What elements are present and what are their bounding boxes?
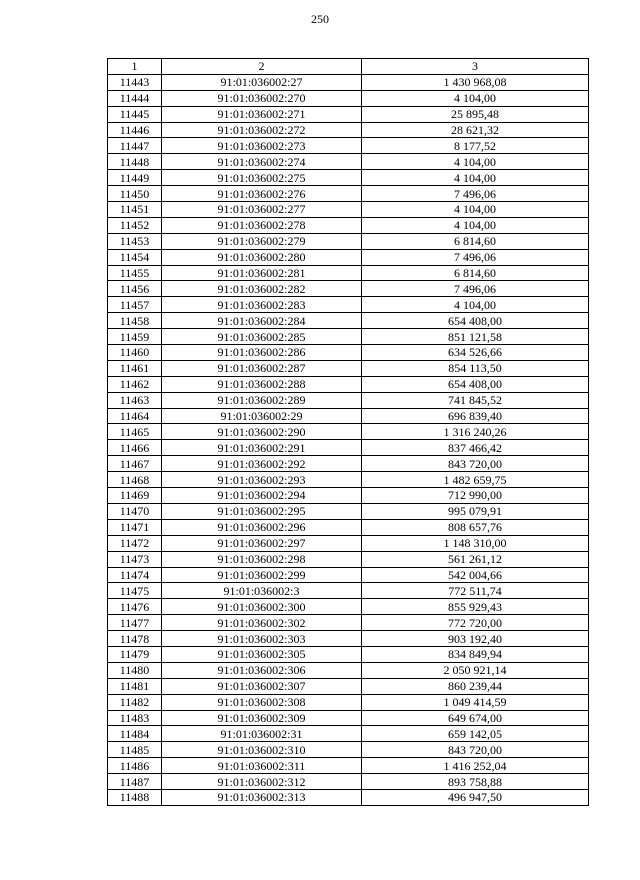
table-row: [108, 551, 589, 567]
header-cell-number: 1: [108, 59, 162, 75]
value-cell: 4 104,00: [362, 297, 589, 313]
value-cell: 1 416 252,04: [362, 758, 589, 774]
value-cell: 659 142,05: [362, 726, 589, 742]
table-row: [108, 424, 589, 440]
value-cell: 7 496,06: [362, 249, 589, 265]
value-cell: 851 121,58: [362, 329, 589, 345]
row-number-cell: 11483: [108, 710, 162, 726]
value-cell: 854 113,50: [362, 360, 589, 376]
row-number-cell: 11477: [108, 615, 162, 631]
value-cell: 903 192,40: [362, 631, 589, 647]
table-row: [108, 154, 589, 170]
table-row: [108, 313, 589, 329]
table-row: [108, 376, 589, 392]
row-number-cell: 11462: [108, 376, 162, 392]
cadastral-number-cell: 91:01:036002:297: [162, 535, 362, 551]
table-row: [108, 249, 589, 265]
row-number-cell: 11450: [108, 186, 162, 202]
row-number-cell: 11458: [108, 313, 162, 329]
row-number-cell: 11481: [108, 678, 162, 694]
row-number-cell: 11465: [108, 424, 162, 440]
cadastral-number-cell: 91:01:036002:281: [162, 265, 362, 281]
value-cell: 1 482 659,75: [362, 472, 589, 488]
table-row: [108, 106, 589, 122]
table-body: [108, 74, 589, 805]
value-cell: 1 148 310,00: [362, 535, 589, 551]
row-number-cell: 11447: [108, 138, 162, 154]
row-number-cell: 11470: [108, 503, 162, 519]
row-number-cell: 11486: [108, 758, 162, 774]
table-row: [108, 583, 589, 599]
cadastral-number-cell: 91:01:036002:284: [162, 313, 362, 329]
row-number-cell: 11472: [108, 535, 162, 551]
table-row: [108, 440, 589, 456]
table-row: [108, 138, 589, 154]
table-row: [108, 599, 589, 615]
row-number-cell: 11464: [108, 408, 162, 424]
value-cell: 654 408,00: [362, 376, 589, 392]
value-cell: 843 720,00: [362, 456, 589, 472]
table-row: [108, 472, 589, 488]
table-row: [108, 488, 589, 504]
value-cell: 634 526,66: [362, 345, 589, 361]
value-cell: 4 104,00: [362, 202, 589, 218]
table-row: [108, 329, 589, 345]
row-number-cell: 11446: [108, 122, 162, 138]
row-number-cell: 11482: [108, 694, 162, 710]
value-cell: 7 496,06: [362, 281, 589, 297]
row-number-cell: 11484: [108, 726, 162, 742]
row-number-cell: 11460: [108, 345, 162, 361]
row-number-cell: 11476: [108, 599, 162, 615]
row-number-cell: 11445: [108, 106, 162, 122]
value-cell: 893 758,88: [362, 774, 589, 790]
value-cell: 6 814,60: [362, 265, 589, 281]
table-row: [108, 758, 589, 774]
header-cell-cadastral: 2: [162, 59, 362, 75]
value-cell: 6 814,60: [362, 233, 589, 249]
row-number-cell: 11457: [108, 297, 162, 313]
cadastral-number-cell: 91:01:036002:295: [162, 503, 362, 519]
table-row: [108, 694, 589, 710]
row-number-cell: 11463: [108, 392, 162, 408]
table-row: [108, 789, 589, 805]
cadastral-number-cell: 91:01:036002:313: [162, 789, 362, 805]
table-row: [108, 710, 589, 726]
table-row: [108, 408, 589, 424]
value-cell: 741 845,52: [362, 392, 589, 408]
cadastral-number-cell: 91:01:036002:276: [162, 186, 362, 202]
value-cell: 712 990,00: [362, 488, 589, 504]
value-cell: 4 104,00: [362, 90, 589, 106]
cadastral-number-cell: 91:01:036002:29: [162, 408, 362, 424]
registry-table: [107, 58, 589, 806]
page-number: 250: [311, 12, 329, 26]
table-row: [108, 662, 589, 678]
cadastral-number-cell: 91:01:036002:311: [162, 758, 362, 774]
row-number-cell: 11466: [108, 440, 162, 456]
value-cell: 542 004,66: [362, 567, 589, 583]
value-cell: 1 430 968,08: [362, 74, 589, 90]
cadastral-number-cell: 91:01:036002:310: [162, 742, 362, 758]
value-cell: 28 621,32: [362, 122, 589, 138]
cadastral-number-cell: 91:01:036002:290: [162, 424, 362, 440]
value-cell: 2 050 921,14: [362, 662, 589, 678]
value-cell: 4 104,00: [362, 217, 589, 233]
cadastral-number-cell: 91:01:036002:288: [162, 376, 362, 392]
value-cell: 834 849,94: [362, 646, 589, 662]
row-number-cell: 11455: [108, 265, 162, 281]
cadastral-number-cell: 91:01:036002:3: [162, 583, 362, 599]
row-number-cell: 11451: [108, 202, 162, 218]
value-cell: 837 466,42: [362, 440, 589, 456]
table-row: [108, 170, 589, 186]
table-row: [108, 360, 589, 376]
value-cell: 1 049 414,59: [362, 694, 589, 710]
value-cell: 696 839,40: [362, 408, 589, 424]
value-cell: 496 947,50: [362, 789, 589, 805]
row-number-cell: 11475: [108, 583, 162, 599]
row-number-cell: 11449: [108, 170, 162, 186]
cadastral-number-cell: 91:01:036002:309: [162, 710, 362, 726]
value-cell: 8 177,52: [362, 138, 589, 154]
value-cell: 1 316 240,26: [362, 424, 589, 440]
table-row: [108, 392, 589, 408]
cadastral-number-cell: 91:01:036002:293: [162, 472, 362, 488]
cadastral-number-cell: 91:01:036002:289: [162, 392, 362, 408]
row-number-cell: 11444: [108, 90, 162, 106]
row-number-cell: 11485: [108, 742, 162, 758]
table-row: [108, 281, 589, 297]
header-cell-value: 3: [362, 59, 589, 75]
table-row: [108, 503, 589, 519]
value-cell: 4 104,00: [362, 154, 589, 170]
cadastral-number-cell: 91:01:036002:303: [162, 631, 362, 647]
table-row: [108, 567, 589, 583]
table-row: [108, 233, 589, 249]
cadastral-number-cell: 91:01:036002:285: [162, 329, 362, 345]
cadastral-number-cell: 91:01:036002:279: [162, 233, 362, 249]
cadastral-number-cell: 91:01:036002:280: [162, 249, 362, 265]
row-number-cell: 11467: [108, 456, 162, 472]
cadastral-number-cell: 91:01:036002:31: [162, 726, 362, 742]
cadastral-number-cell: 91:01:036002:302: [162, 615, 362, 631]
table-row: [108, 535, 589, 551]
cadastral-number-cell: 91:01:036002:272: [162, 122, 362, 138]
cadastral-number-cell: 91:01:036002:308: [162, 694, 362, 710]
table-row: [108, 122, 589, 138]
row-number-cell: 11474: [108, 567, 162, 583]
value-cell: 843 720,00: [362, 742, 589, 758]
table-row: [108, 631, 589, 647]
cadastral-number-cell: 91:01:036002:298: [162, 551, 362, 567]
table-row: [108, 217, 589, 233]
cadastral-number-cell: 91:01:036002:300: [162, 599, 362, 615]
row-number-cell: 11487: [108, 774, 162, 790]
value-cell: 772 511,74: [362, 583, 589, 599]
table-row: [108, 774, 589, 790]
cadastral-number-cell: 91:01:036002:306: [162, 662, 362, 678]
row-number-cell: 11469: [108, 488, 162, 504]
value-cell: 860 239,44: [362, 678, 589, 694]
row-number-cell: 11452: [108, 217, 162, 233]
cadastral-number-cell: 91:01:036002:296: [162, 519, 362, 535]
cadastral-number-cell: 91:01:036002:283: [162, 297, 362, 313]
row-number-cell: 11480: [108, 662, 162, 678]
table-row: [108, 202, 589, 218]
cadastral-number-cell: 91:01:036002:287: [162, 360, 362, 376]
row-number-cell: 11448: [108, 154, 162, 170]
table-row: [108, 186, 589, 202]
cadastral-number-cell: 91:01:036002:271: [162, 106, 362, 122]
value-cell: 561 261,12: [362, 551, 589, 567]
table-header: [108, 59, 589, 75]
row-number-cell: 11473: [108, 551, 162, 567]
cadastral-number-cell: 91:01:036002:294: [162, 488, 362, 504]
cadastral-number-cell: 91:01:036002:270: [162, 90, 362, 106]
value-cell: 855 929,43: [362, 599, 589, 615]
table-row: [108, 646, 589, 662]
row-number-cell: 11459: [108, 329, 162, 345]
table-row: [108, 456, 589, 472]
cadastral-number-cell: 91:01:036002:299: [162, 567, 362, 583]
cadastral-number-cell: 91:01:036002:282: [162, 281, 362, 297]
table-row: [108, 345, 589, 361]
row-number-cell: 11456: [108, 281, 162, 297]
row-number-cell: 11479: [108, 646, 162, 662]
header-row: [108, 59, 589, 75]
cadastral-number-cell: 91:01:036002:305: [162, 646, 362, 662]
table-row: [108, 297, 589, 313]
table-row: [108, 742, 589, 758]
table-row: [108, 726, 589, 742]
table-row: [108, 615, 589, 631]
value-cell: 649 674,00: [362, 710, 589, 726]
cadastral-number-cell: 91:01:036002:27: [162, 74, 362, 90]
value-cell: 808 657,76: [362, 519, 589, 535]
row-number-cell: 11468: [108, 472, 162, 488]
row-number-cell: 11478: [108, 631, 162, 647]
row-number-cell: 11454: [108, 249, 162, 265]
value-cell: 25 895,48: [362, 106, 589, 122]
value-cell: 654 408,00: [362, 313, 589, 329]
value-cell: 4 104,00: [362, 170, 589, 186]
cadastral-number-cell: 91:01:036002:274: [162, 154, 362, 170]
row-number-cell: 11443: [108, 74, 162, 90]
row-number-cell: 11471: [108, 519, 162, 535]
row-number-cell: 11453: [108, 233, 162, 249]
cadastral-number-cell: 91:01:036002:312: [162, 774, 362, 790]
cadastral-number-cell: 91:01:036002:307: [162, 678, 362, 694]
table-row: [108, 74, 589, 90]
cadastral-number-cell: 91:01:036002:286: [162, 345, 362, 361]
cadastral-number-cell: 91:01:036002:275: [162, 170, 362, 186]
table-row: [108, 265, 589, 281]
cadastral-number-cell: 91:01:036002:292: [162, 456, 362, 472]
cadastral-number-cell: 91:01:036002:291: [162, 440, 362, 456]
cadastral-number-cell: 91:01:036002:277: [162, 202, 362, 218]
row-number-cell: 11461: [108, 360, 162, 376]
value-cell: 995 079,91: [362, 503, 589, 519]
cadastral-number-cell: 91:01:036002:278: [162, 217, 362, 233]
table-row: [108, 90, 589, 106]
row-number-cell: 11488: [108, 789, 162, 805]
table-row: [108, 678, 589, 694]
value-cell: 7 496,06: [362, 186, 589, 202]
value-cell: 772 720,00: [362, 615, 589, 631]
cadastral-number-cell: 91:01:036002:273: [162, 138, 362, 154]
table-row: [108, 519, 589, 535]
